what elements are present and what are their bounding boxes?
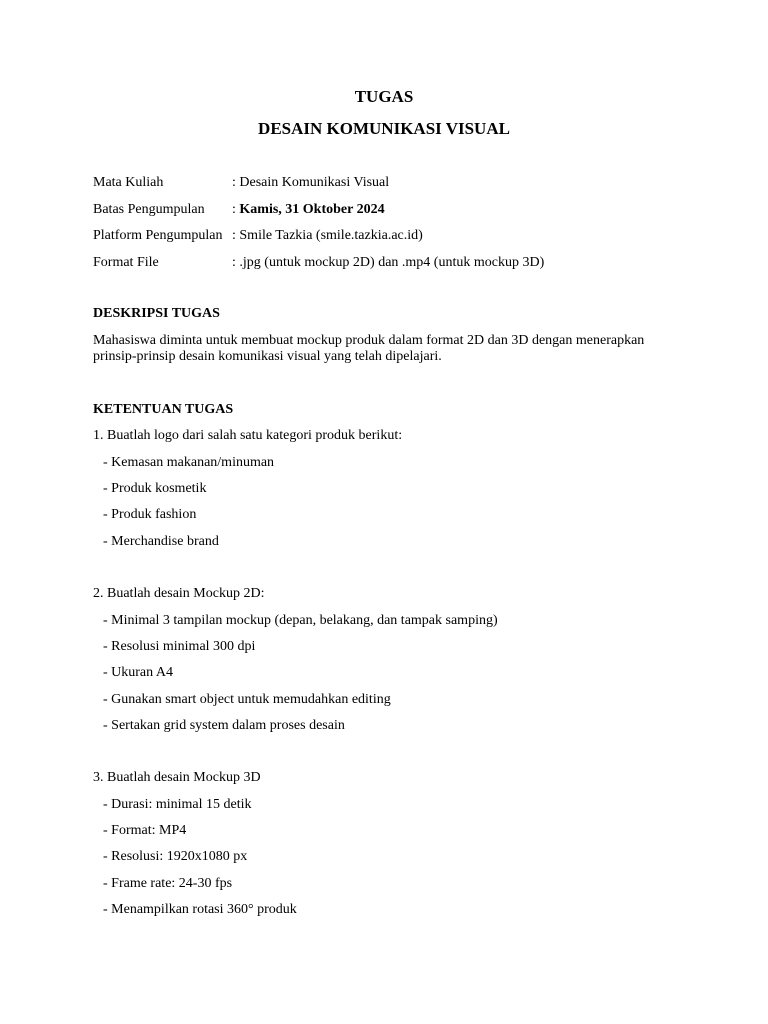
info-value: : Smile Tazkia (smile.tazkia.ac.id) xyxy=(232,228,423,243)
info-label: Platform Pengumpulan xyxy=(93,228,223,243)
list-item: - Resolusi: 1920x1080 px xyxy=(103,849,248,864)
info-value: : Desain Komunikasi Visual xyxy=(232,175,390,190)
info-label: Batas Pengumpulan xyxy=(93,202,205,217)
ketentuan-item-title: 2. Buatlah desain Mockup 2D: xyxy=(93,586,265,601)
list-item: - Minimal 3 tampilan mockup (depan, belakang, dan tampak samping) xyxy=(103,613,498,628)
deadline-date: Kamis, 31 Oktober 2024 xyxy=(239,202,385,217)
list-item: - Sertakan grid system dalam proses desain xyxy=(103,718,345,733)
section-heading-ketentuan: KETENTUAN TUGAS xyxy=(93,402,234,417)
ketentuan-item-title: 1. Buatlah logo dari salah satu kategori produk berikut: xyxy=(93,428,403,443)
document-subtitle: DESAIN KOMUNIKASI VISUAL xyxy=(258,119,510,138)
info-row-platform xyxy=(93,227,693,245)
info-row-mata-kuliah xyxy=(93,174,693,192)
ketentuan-item-title: 3. Buatlah desain Mockup 3D xyxy=(93,770,261,785)
deskripsi-text-line: prinsip-prinsip desain komunikasi visual yang telah dipelajari. xyxy=(93,349,442,364)
info-label: Format File xyxy=(93,255,159,270)
list-item: - Resolusi minimal 300 dpi xyxy=(103,639,256,654)
list-item: - Format: MP4 xyxy=(103,823,187,838)
deskripsi-text-line: Mahasiswa diminta untuk membuat mockup produk dalam format 2D dan 3D dengan menerapkan xyxy=(93,333,645,348)
info-value xyxy=(232,201,385,219)
list-item: - Ukuran A4 xyxy=(103,665,173,680)
list-item: - Menampilkan rotasi 360° produk xyxy=(103,902,297,917)
list-item: - Frame rate: 24-30 fps xyxy=(103,876,233,891)
list-item: - Durasi: minimal 15 detik xyxy=(103,797,252,812)
section-heading-deskripsi: DESKRIPSI TUGAS xyxy=(93,306,220,321)
list-item: - Kemasan makanan/minuman xyxy=(103,455,275,470)
info-row-format-file xyxy=(93,254,693,272)
info-value: : .jpg (untuk mockup 2D) dan .mp4 (untuk mockup 3D) xyxy=(232,255,545,270)
info-value-prefix: : xyxy=(232,202,240,217)
list-item: - Produk kosmetik xyxy=(103,481,207,496)
info-label: Mata Kuliah xyxy=(93,175,164,190)
list-item: - Produk fashion xyxy=(103,507,197,522)
info-row-batas-pengumpulan xyxy=(93,201,693,219)
document-title: TUGAS xyxy=(354,87,414,106)
list-item: - Gunakan smart object untuk memudahkan editing xyxy=(103,692,391,707)
list-item: - Merchandise brand xyxy=(103,534,219,549)
